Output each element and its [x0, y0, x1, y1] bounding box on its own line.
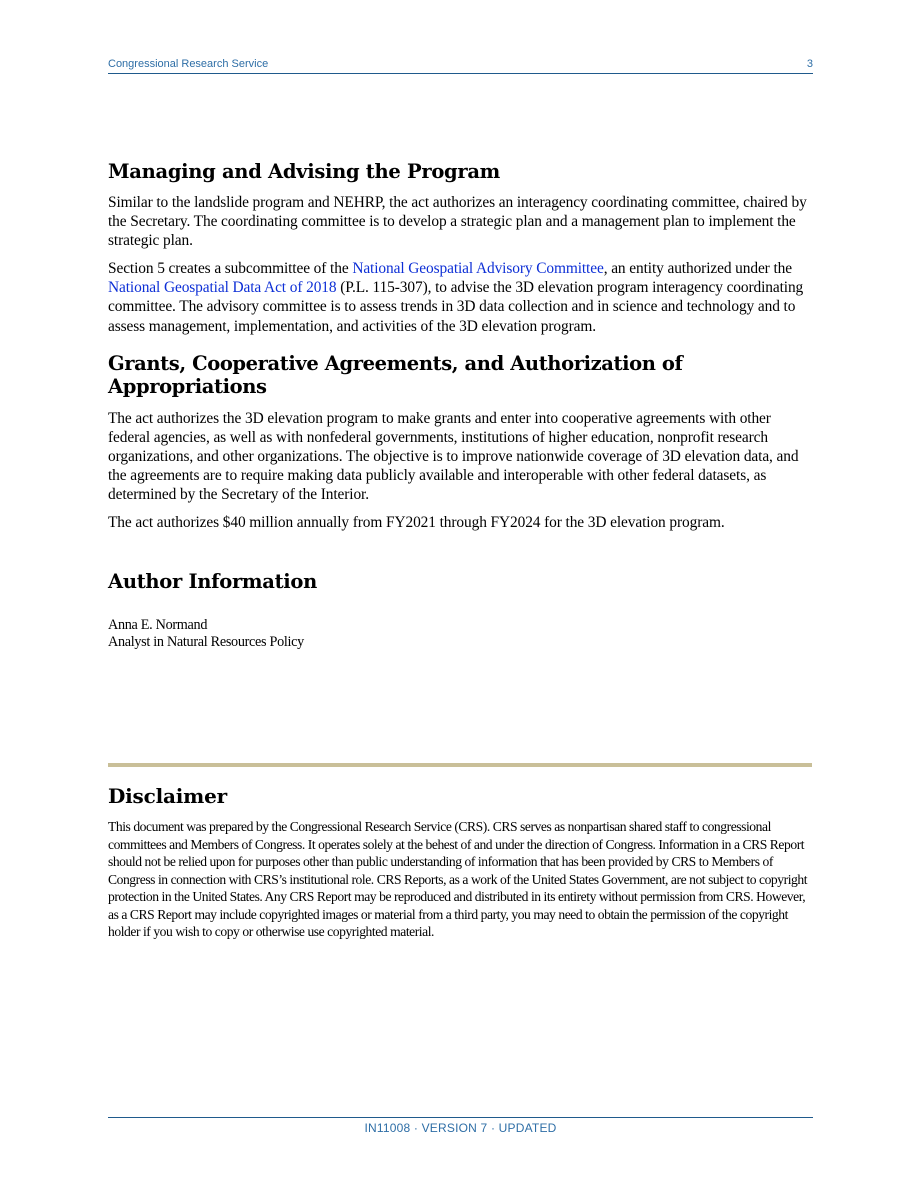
page-header	[108, 57, 813, 74]
paragraph-text: , an entity authorized under the	[603, 260, 792, 278]
footer-label: IN11008 · VERSION 7 · UPDATED	[364, 1121, 557, 1135]
section-heading-grants: Grants, Cooperative Agreements, and Authorization of Appropriations	[108, 351, 683, 398]
section-heading-author: Author Information	[108, 570, 317, 594]
paragraph-managing-1: Similar to the landslide program and NEHRP, the act authorizes an interagency coordinating committee, chaired by the Secretary. The coordinating committee is to develop a strategic plan and a management plan to implement the strategic plan.	[108, 194, 807, 250]
paragraph-managing-2	[108, 259, 814, 335]
publisher-name: Congressional Research Service	[108, 58, 269, 70]
author-title: Analyst in Natural Resources Policy	[108, 634, 304, 651]
page-number: 3	[806, 58, 813, 70]
footer-divider	[108, 1117, 813, 1118]
main-content	[108, 160, 814, 651]
author-name: Anna E. Normand	[108, 617, 208, 634]
paragraph-text: Section 5 creates a subcommittee of the	[108, 260, 353, 278]
section-heading-managing: Managing and Advising the Program	[108, 160, 501, 183]
section-divider	[108, 763, 812, 767]
paragraph-grants-2: The act authorizes $40 million annually from FY2021 through FY2024 for the 3D elevation program.	[108, 514, 725, 532]
paragraph-text: (P.L. 115-307), to advise the 3D elevation program interagency coordinating committee. The advisory committee is to assess trends in 3D data collection and in science and technology and to assess management, implementation, and activities of the 3D elevation program.	[108, 279, 804, 335]
disclaimer-heading: Disclaimer	[108, 784, 227, 808]
link-national-geospatial-advisory-committee[interactable]: National Geospatial Advisory Committee	[352, 260, 604, 278]
disclaimer-text: This document was prepared by the Congressional Research Service (CRS). CRS serves as nonpartisan shared staff to congressional committees and Members of Congress. It operates solely at the behest of and under the direction of Congress. Information in a CRS Report should not be relied upon for purposes other than public understanding of information that has been provided by CRS to Members of Congress in connection with CRS’s institutional role. CRS Reports, as a work of the United States Government, are not subject to copyright protection in the United States. Any CRS Report may be reproduced and distributed in its entirety without permission from CRS. However, as a CRS Report may include copyrighted images or material from a third party, you may need to obtain the permission of the copyright holder if you wish to copy or otherwise use copyrighted material.	[108, 819, 808, 939]
link-national-geospatial-data-act[interactable]: National Geospatial Data Act of 2018	[108, 279, 337, 297]
paragraph-grants-1: The act authorizes the 3D elevation program to make grants and enter into cooperative agreements with other federal agencies, as well as with nonfederal governments, institutions of higher education, nonprofit research organizations, and other organizations. The objective is to improve nationwide coverage of 3D elevation data, and the agreements are to require making data publicly available and interoperable with other federal datasets, as determined by the Secretary of the Interior.	[108, 409, 799, 504]
